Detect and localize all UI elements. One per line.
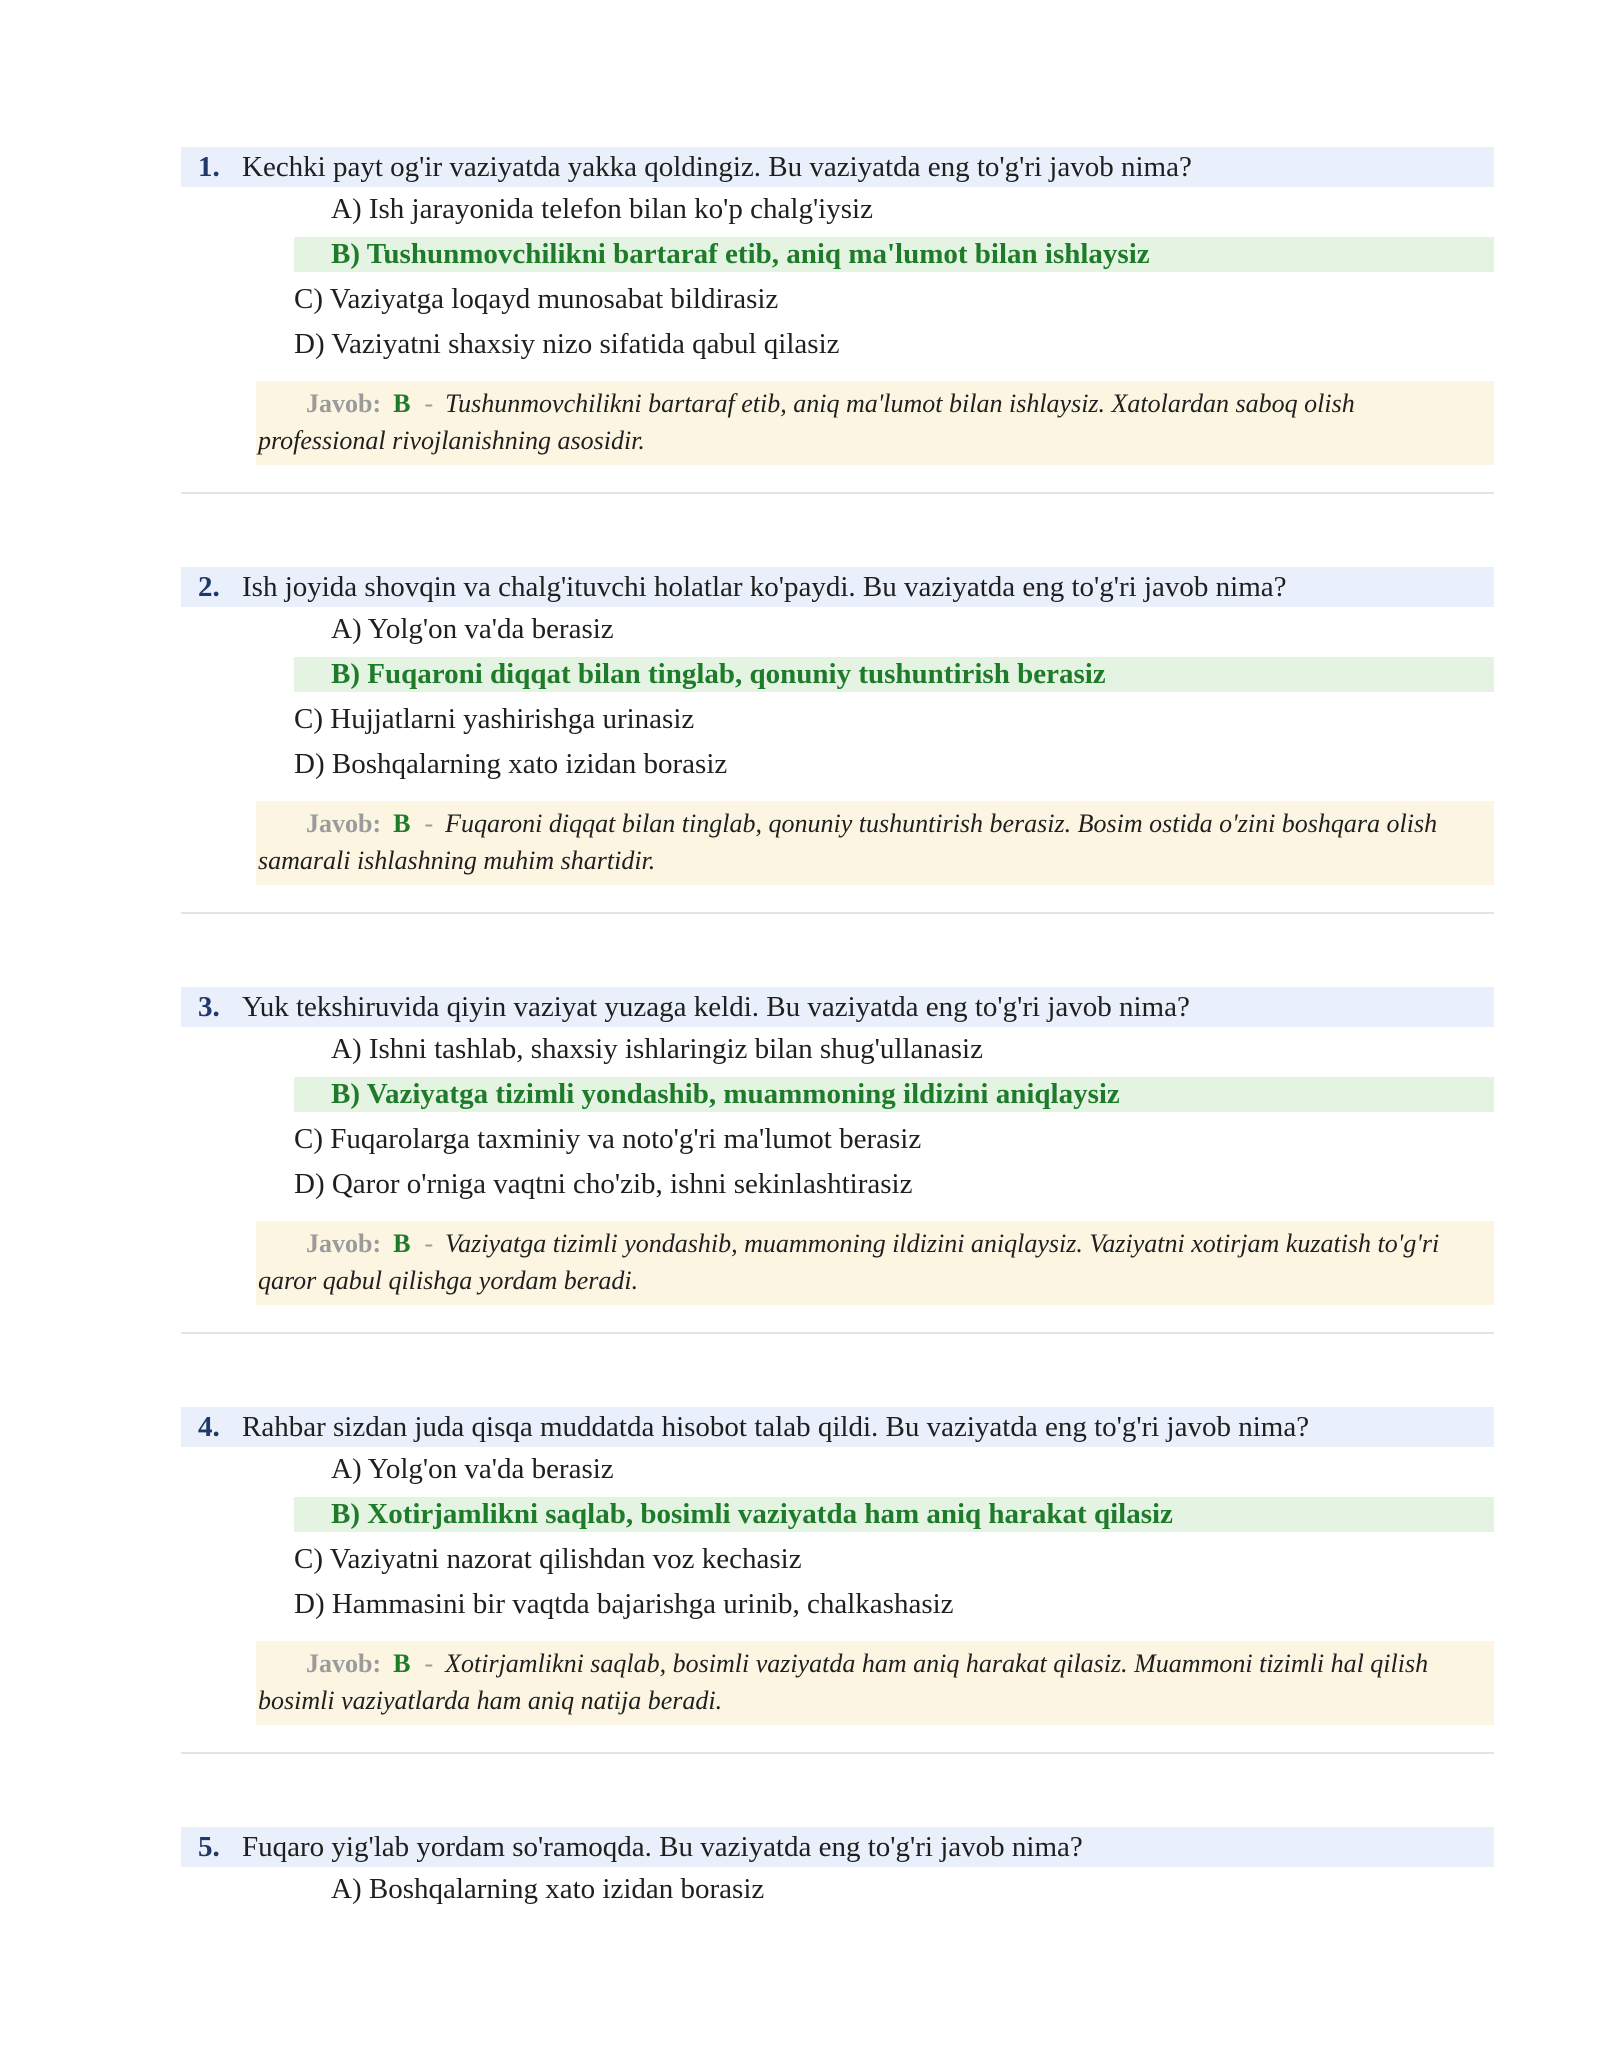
answer-letter: B: [393, 1649, 411, 1678]
question-text: Ish joyida shovqin va chalg'ituvchi holatlar ko'paydi. Bu vaziyatda eng to'g'ri javob nima?: [242, 571, 1287, 603]
option-a: A) Yolg'on va'da berasiz: [331, 613, 614, 645]
answer-box: [256, 1221, 1494, 1305]
answer-label: Javob:: [306, 389, 382, 418]
question-header: [181, 1827, 1494, 1867]
question-text: Fuqaro yig'lab yordam so'ramoqda. Bu vaziyatda eng to'g'ri javob nima?: [242, 1831, 1083, 1863]
question-block: [181, 1827, 1494, 1912]
option-a: A) Boshqalarning xato izidan borasiz: [331, 1873, 765, 1905]
question-divider: [181, 492, 1494, 494]
answer-explanation: Tushunmovchilikni bartaraf etib, aniq ma'lumot bilan ishlaysiz. Xatolardan saboq olish professional rivojlanishning asosidir.: [258, 389, 1355, 455]
option-c: C) Hujjatlarni yashirishga urinasiz: [294, 703, 695, 735]
question-number: 3.: [198, 991, 220, 1023]
answer-explanation: Vaziyatga tizimli yondashib, muammoning ildizini aniqlaysiz. Vaziyatni xotirjam kuzatish to'g'ri qaror qabul qilishga yordam beradi.: [258, 1229, 1440, 1295]
answer-dash: -: [424, 809, 434, 838]
option-b-correct: B) Tushunmovchilikni bartaraf etib, aniq ma'lumot bilan ishlaysiz: [181, 232, 1494, 277]
question-block: [181, 1407, 1494, 1725]
answer-label: Javob:: [306, 1649, 382, 1678]
option-c: C) Fuqarolarga taxminiy va noto'g'ri ma'lumot berasiz: [294, 1123, 922, 1155]
answer-dash: -: [424, 1229, 434, 1258]
question-number: 1.: [198, 151, 220, 183]
answer-label: Javob:: [306, 1229, 382, 1258]
option-a: A) Ish jarayonida telefon bilan ko'p chalg'iysiz: [331, 193, 873, 225]
option-d: D) Vaziyatni shaxsiy nizo sifatida qabul qilasiz: [294, 328, 840, 360]
question-header: [181, 1407, 1494, 1447]
answer-letter: B: [393, 809, 411, 838]
question-block: [181, 147, 1494, 465]
question-block: [181, 567, 1494, 885]
answer-box: [256, 1641, 1494, 1725]
option-d: D) Qaror o'rniga vaqtni cho'zib, ishni sekinlashtirasiz: [294, 1168, 913, 1200]
option-a: A) Yolg'on va'da berasiz: [331, 1453, 614, 1485]
question-divider: [181, 1332, 1494, 1334]
question-number: 4.: [198, 1411, 220, 1443]
answer-explanation: Fuqaroni diqqat bilan tinglab, qonuniy tushuntirish berasiz. Bosim ostida o'zini boshqara olish samarali ishlashning muhim shartidir.: [258, 809, 1438, 875]
question-text: Kechki payt og'ir vaziyatda yakka qoldingiz. Bu vaziyatda eng to'g'ri javob nima?: [242, 151, 1192, 183]
answer-label: Javob:: [306, 809, 382, 838]
question-header: [181, 147, 1494, 187]
answer-explanation: Xotirjamlikni saqlab, bosimli vaziyatda ham aniq harakat qilasiz. Muammoni tizimli hal qilish bosimli vaziyatlarda ham aniq natija beradi.: [258, 1649, 1429, 1715]
answer-dash: -: [424, 1649, 434, 1678]
question-text: Yuk tekshiruvida qiyin vaziyat yuzaga keldi. Bu vaziyatda eng to'g'ri javob nima?: [242, 991, 1190, 1023]
question-header: [181, 567, 1494, 607]
option-b-correct: B) Fuqaroni diqqat bilan tinglab, qonuniy tushuntirish berasiz: [181, 652, 1494, 697]
option-d: D) Hammasini bir vaqtda bajarishga urinib, chalkashasiz: [294, 1588, 954, 1620]
answer-box: [256, 801, 1494, 885]
answer-letter: B: [393, 389, 411, 418]
option-d: D) Boshqalarning xato izidan borasiz: [294, 748, 728, 780]
question-number: 2.: [198, 571, 220, 603]
option-c: C) Vaziyatga loqayd munosabat bildirasiz: [294, 283, 779, 315]
option-a: A) Ishni tashlab, shaxsiy ishlaringiz bilan shug'ullanasiz: [331, 1033, 983, 1065]
option-b-correct: B) Vaziyatga tizimli yondashib, muammoning ildizini aniqlaysiz: [181, 1072, 1494, 1117]
question-header: [181, 987, 1494, 1027]
question-block: [181, 987, 1494, 1305]
answer-letter: B: [393, 1229, 411, 1258]
answer-dash: -: [424, 389, 434, 418]
question-divider: [181, 1752, 1494, 1754]
option-c: C) Vaziyatni nazorat qilishdan voz kechasiz: [294, 1543, 802, 1575]
question-divider: [181, 912, 1494, 914]
option-b-correct: B) Xotirjamlikni saqlab, bosimli vaziyatda ham aniq harakat qilasiz: [181, 1492, 1494, 1537]
question-number: 5.: [198, 1831, 220, 1863]
question-text: Rahbar sizdan juda qisqa muddatda hisobot talab qildi. Bu vaziyatda eng to'g'ri javob nima?: [242, 1411, 1310, 1443]
answer-box: [256, 381, 1494, 465]
